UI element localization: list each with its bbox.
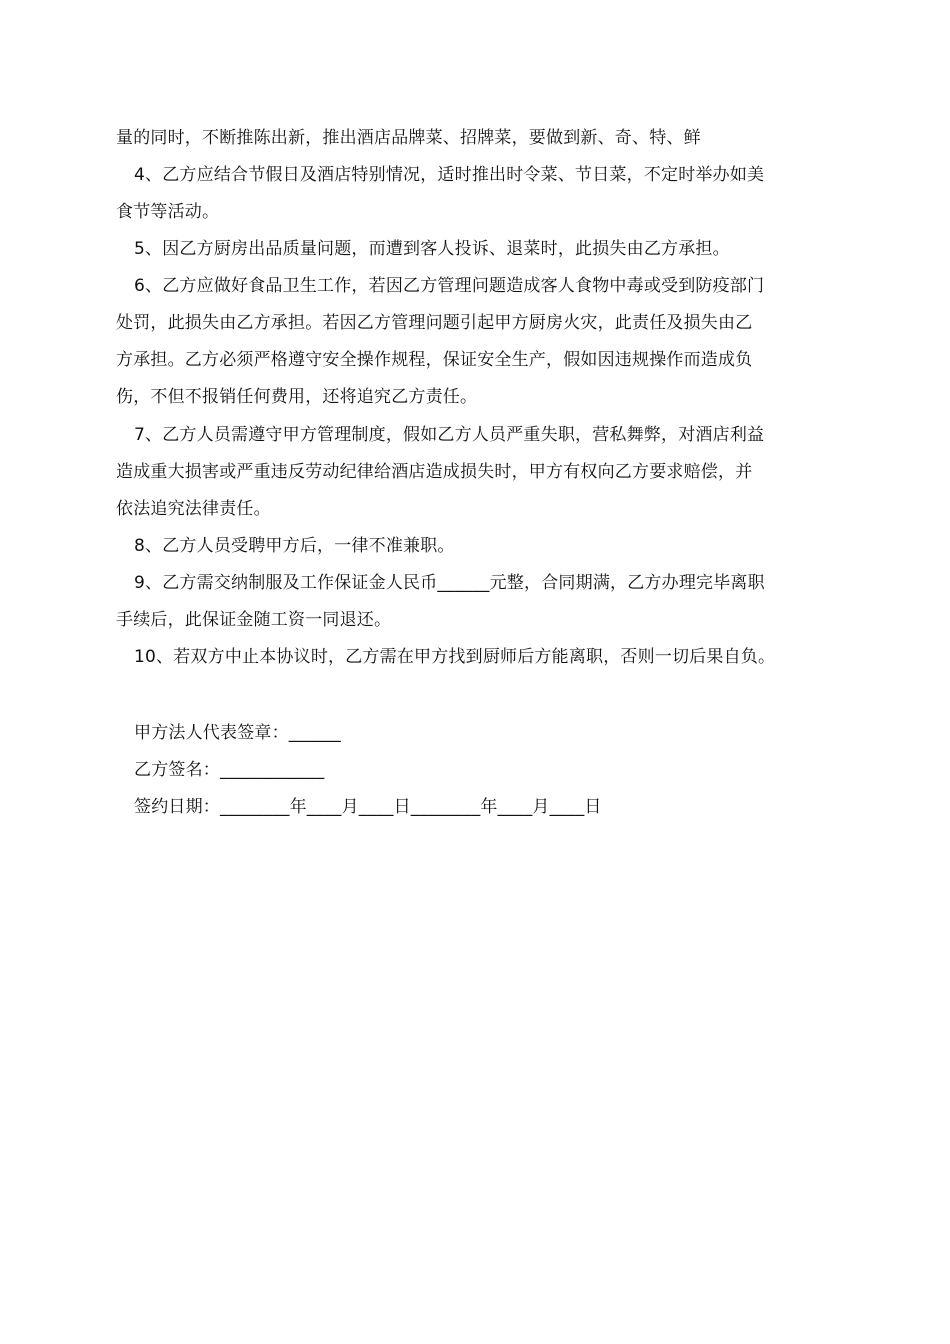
clause-7-line: 7、乙方人员需遵守甲方管理制度，假如乙方人员严重失职，营私舞弊，对酒店利益 bbox=[134, 425, 765, 445]
clause-6-continuation: 方承担。乙方必须严格遵守安全操作规程，保证安全生产，假如因违规操作而造成负 bbox=[116, 350, 753, 370]
clause-7-continuation: 造成重大损害或严重违反劳动纪律给酒店造成损失时，甲方有权向乙方要求赔偿，并 bbox=[116, 462, 753, 482]
clause-6-continuation: 处罚，此损失由乙方承担。若因乙方管理问题引起甲方厨房火灾，此责任及损失由乙 bbox=[116, 313, 753, 333]
clause-9-continuation: 手续后，此保证金随工资一同退还。 bbox=[116, 610, 392, 630]
sign-date-line: 签约日期：________年____月____日________年____月____日 bbox=[134, 797, 602, 817]
clause-7-continuation: 依法追究法律责任。 bbox=[116, 499, 271, 519]
clause-8-line: 8、乙方人员受聘甲方后，一律不准兼职。 bbox=[134, 536, 455, 556]
clause-6-line: 6、乙方应做好食品卫生工作，若因乙方管理问题造成客人食物中毒或受到防疫部门 bbox=[134, 276, 765, 296]
clause-4-line: 4、乙方应结合节假日及酒店特别情况，适时推出时令菜、节日菜，不定时举办如美 bbox=[134, 165, 765, 185]
party-a-signature-line: 甲方法人代表签章：______ bbox=[134, 723, 341, 743]
clause-5-line: 5、因乙方厨房出品质量问题，而遭到客人投诉、退菜时，此损失由乙方承担。 bbox=[134, 239, 730, 259]
party-b-signature-line: 乙方签名：____________ bbox=[134, 760, 325, 780]
clause-4-continuation: 食节等活动。 bbox=[116, 202, 220, 222]
paragraph-line: 量的同时，不断推陈出新，推出酒店品牌菜、招牌菜，要做到新、奇、特、鲜 bbox=[116, 128, 701, 148]
clause-10-line: 10、若双方中止本协议时，乙方需在甲方找到厨师后方能离职，否则一切后果自负。 bbox=[134, 647, 776, 667]
clause-9-line: 9、乙方需交纳制服及工作保证金人民币______元整，合同期满，乙方办理完毕离职 bbox=[134, 573, 765, 593]
clause-6-continuation: 伤，不但不报销任何费用，还将追究乙方责任。 bbox=[116, 387, 478, 407]
